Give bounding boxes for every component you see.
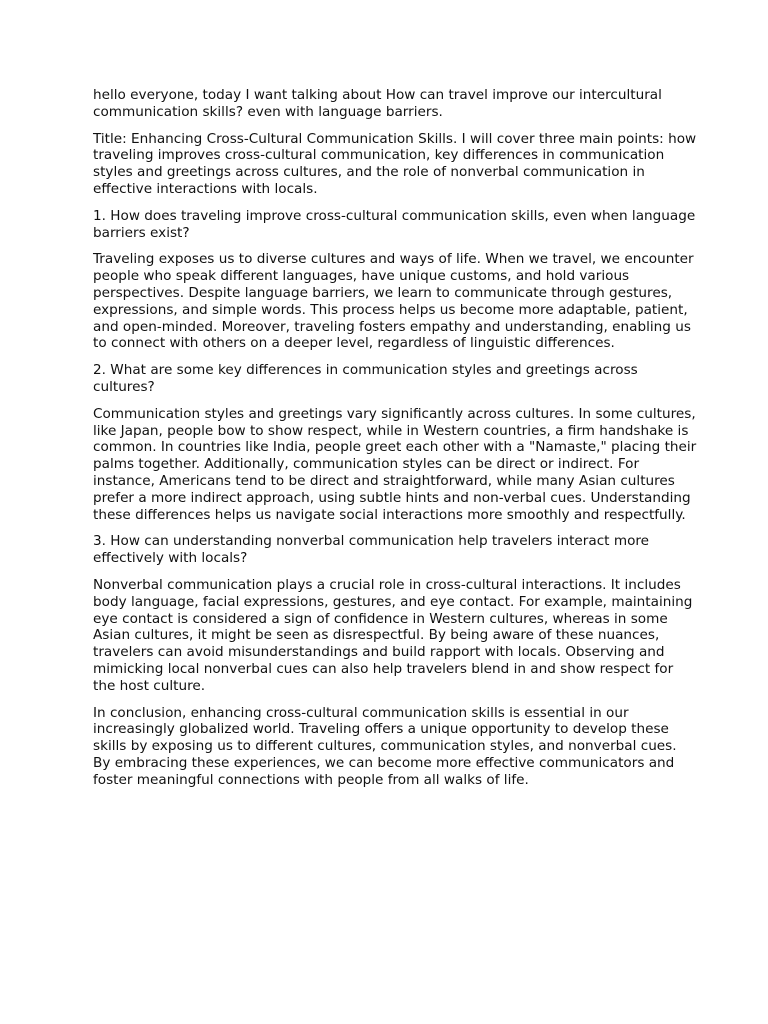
answer-2-paragraph: Communication styles and greetings vary significantly across cultures. In some cultures, like Japan, people bow to show respect, while in Western countries, a firm handshake is common. In countries like India, people greet each other with a "Namaste," placing their palms together. Additionally, communication styles can be direct or indirect. For instance, Americans tend to be direct and straightforward, while many Asian cultures prefer a more indirect approach, using subtle hints and non-verbal cues. Understanding these differences helps us navigate social interactions more smoothly and respectfully. [93, 405, 697, 523]
question-1-heading: 1. How does traveling improve cross-cultural communication skills, even when language barriers exist? [93, 207, 696, 241]
conclusion-paragraph: In conclusion, enhancing cross-cultural communication skills is essential in our increasingly globalized world. Traveling offers a unique opportunity to develop these skills by exposing us to different cultures, communication styles, and nonverbal cues. By embracing these experiences, we can become more effective communicators and foster meaningful connections with people from all walks of life. [93, 704, 677, 788]
answer-3-paragraph: Nonverbal communication plays a crucial role in cross-cultural interactions. It includes body language, facial expressions, gestures, and eye contact. For example, maintaining eye contact is considered a sign of confidence in Western cultures, whereas in some Asian cultures, it might be seen as disrespectful. By being aware of these nuances, travelers can avoid misunderstandings and build rapport with locals. Observing and mimicking local nonverbal cues can also help travelers blend in and show respect for the host culture. [93, 576, 693, 694]
answer-1-paragraph: Traveling exposes us to diverse cultures and ways of life. When we travel, we encounter people who speak different languages, have unique customs, and hold various perspectives. Despite language barriers, we learn to communicate through gestures, expressions, and simple words. This process helps us become more adaptable, patient, and open-minded. Moreover, traveling fosters empathy and understanding, enabling us to connect with others on a deeper level, regardless of linguistic differences. [93, 251, 694, 352]
question-2-heading: 2. What are some key differences in communication styles and greetings across cultures? [93, 362, 638, 395]
title-paragraph: Title: Enhancing Cross-Cultural Communication Skills. I will cover three main points: how traveling improves cross-cultural communication, key differences in communication styles and greetings across cultures, and the role of nonverbal communication in effective interactions with locals. [93, 130, 697, 197]
document-page [93, 87, 698, 798]
intro-paragraph: hello everyone, today I want talking about How can travel improve our intercultural communication skills? even with language barriers. [93, 87, 662, 120]
question-3-heading: 3. How can understanding nonverbal communication help travelers interact more effectively with locals? [93, 533, 650, 567]
